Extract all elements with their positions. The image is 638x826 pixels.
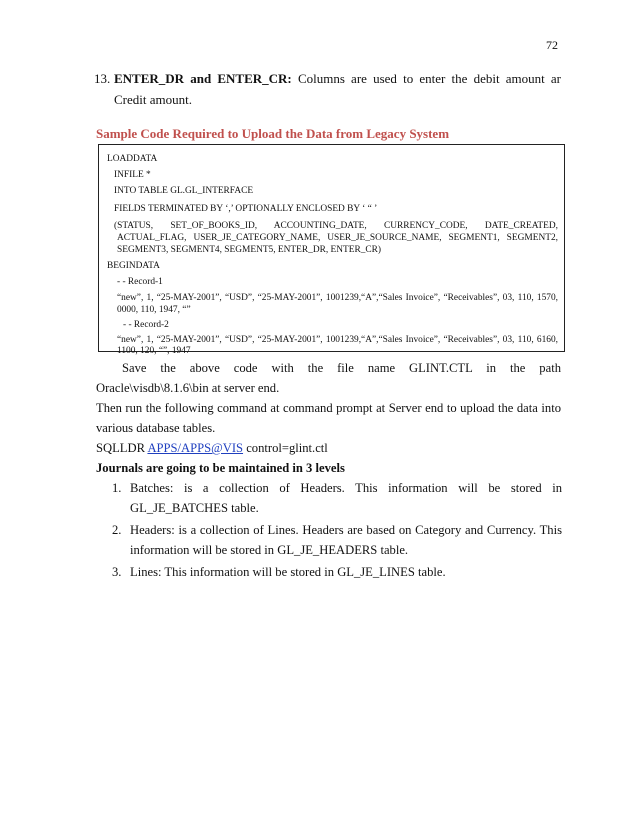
term-label: ENTER_DR and ENTER_CR: [114, 71, 292, 86]
sqlldr-prefix: SQLLDR [96, 441, 148, 455]
level-number: 3. [112, 565, 122, 579]
code-fields: FIELDS TERMINATED BY ‘,’ OPTIONALLY ENCLOSED BY ‘ “ ’ [114, 204, 378, 214]
run-instruction: Then run the following command at command prompt at Server end to upload the data into various database tables. [96, 401, 561, 435]
level-item-2 [112, 520, 562, 560]
level-text: Batches: is a collection of Headers. This information will be stored in GL_JE_BATCHES table. [130, 481, 562, 515]
section-heading: Sample Code Required to Upload the Data from Legacy System [96, 126, 450, 141]
code-columns-line-3: SEGMENT3, SEGMENT4, SEGMENT5, ENTER_DR, ENTER_CR) [117, 245, 382, 255]
sqlldr-suffix: control=glint.ctl [243, 441, 328, 455]
level-number: 2. [112, 523, 122, 537]
code-record-2-line-1: “new”, 1, “25-MAY-2001”, “USD”, “25-MAY-2001”, 1001239,“A”,“Sales Invoice”, “Receivables”, 03, 110, 6160, [117, 335, 558, 345]
apps-vis-link[interactable]: APPS/APPS@VIS [147, 441, 244, 455]
list-item-13 [94, 68, 562, 110]
code-record-1-label: - - Record-1 [117, 277, 163, 287]
save-instruction-line-2: Oracle\visdb\8.1.6\bin at server end. [96, 381, 280, 395]
level-number: 1. [112, 481, 122, 495]
code-record-1-line-2: 0000, 110, 1947, “” [117, 305, 191, 315]
level-text: Lines: This information will be stored in GL_JE_LINES table. [130, 565, 446, 579]
code-infile: INFILE * [114, 170, 151, 180]
code-loaddata: LOADDATA [107, 154, 158, 164]
code-into-table: INTO TABLE GL.GL_INTERFACE [114, 186, 254, 196]
level-item-3 [112, 562, 562, 582]
code-begindata: BEGINDATA [107, 261, 160, 271]
code-record-1-line-1: “new”, 1, “25-MAY-2001”, “USD”, “25-MAY-2001”, 1001239,“A”,“Sales Invoice”, “Receivables”, 03, 110, 1570, [117, 293, 558, 303]
sqlldr-command [96, 438, 561, 458]
code-columns-line-1: (STATUS, SET_OF_BOOKS_ID, ACCOUNTING_DATE, CURRENCY_CODE, DATE_CREATED, [114, 221, 558, 231]
level-text: Headers: is a collection of Lines. Headers are based on Category and Currency. This information will be stored in GL_JE_HEADERS table. [130, 523, 562, 557]
page-number: 72 [546, 38, 558, 52]
level-item-1 [112, 478, 562, 518]
save-instruction-line-1: Save the above code with the file name GLINT.CTL in the path [122, 361, 561, 375]
code-record-2-label: - - Record-2 [123, 320, 169, 330]
code-record-2-line-2: 1100, 120, “”, 1947 [117, 346, 191, 356]
list-item-number: 13. [94, 71, 111, 86]
code-columns-line-2: ACTUAL_FLAG, USER_JE_CATEGORY_NAME, USER_JE_SOURCE_NAME, SEGMENT1, SEGMENT2, [117, 233, 558, 243]
term-description: Columns are used to enter the debit amount ar Credit amount. [114, 71, 562, 107]
code-block [98, 144, 565, 356]
journals-heading: Journals are going to be maintained in 3 levels [96, 461, 345, 475]
